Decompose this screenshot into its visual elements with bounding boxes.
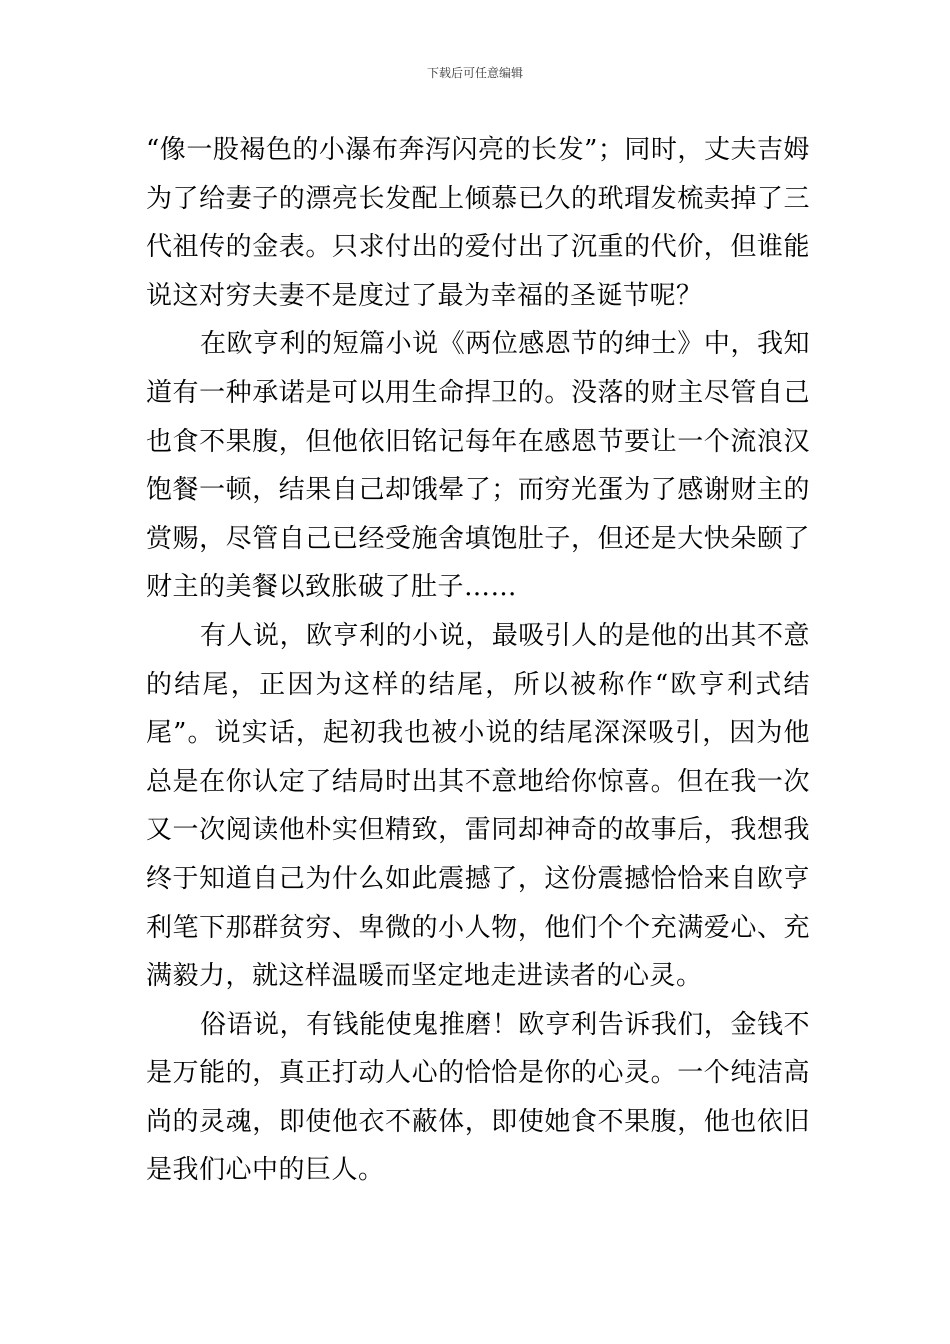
body-text xyxy=(146,126,810,1195)
paragraph-4: 俗语说，有钱能使鬼推磨！欧亨利告诉我们，金钱不是万能的，真正打动人心的恰恰是你的心灵。一个纯洁高尚的灵魂，即使他衣不蔽体，即使她食不果腹，他也依旧是我们心中的巨人。 xyxy=(146,1009,810,1186)
paragraph-2: 在欧亨利的短篇小说《两位感恩节的绅士》中，我知道有一种承诺是可以用生命捍卫的。没落的财主尽管自己也食不果腹，但他依旧铭记每年在感恩节要让一个流浪汉饱餐一顿，结果自己却饿晕了；而穷光蛋为了感谢财主的赏赐，尽管自己已经受施舍填饱肚子，但还是大快朵颐了财主的美餐以致胀破了肚子…… xyxy=(146,329,810,603)
paragraph-3: 有人说，欧亨利的小说，最吸引人的是他的出其不意的结尾，正因为这样的结尾，所以被称作“欧亨利式结尾”。说实话，起初我也被小说的结尾深深吸引，因为他总是在你认定了结局时出其不意地给你惊喜。但在我一次又一次阅读他朴实但精致，雷同却神奇的故事后，我想我终于知道自己为什么如此震撼了，这份震撼恰恰来自欧亨利笔下那群贫穷、卑微的小人物，他们个个充满爱心、充满毅力，就这样温暖而坚定地走进读者的心灵。 xyxy=(146,620,810,992)
page-header: 下载后可任意编辑 xyxy=(426,66,523,80)
paragraph-1: “像一股褐色的小瀑布奔泻闪亮的长发”；同时，丈夫吉姆为了给妻子的漂亮长发配上倾慕已久的玳瑁发梳卖掉了三代祖传的金表。只求付出的爱付出了沉重的代价，但谁能说这对穷夫妻不是度过了最为幸福的圣诞节呢？ xyxy=(146,135,810,311)
